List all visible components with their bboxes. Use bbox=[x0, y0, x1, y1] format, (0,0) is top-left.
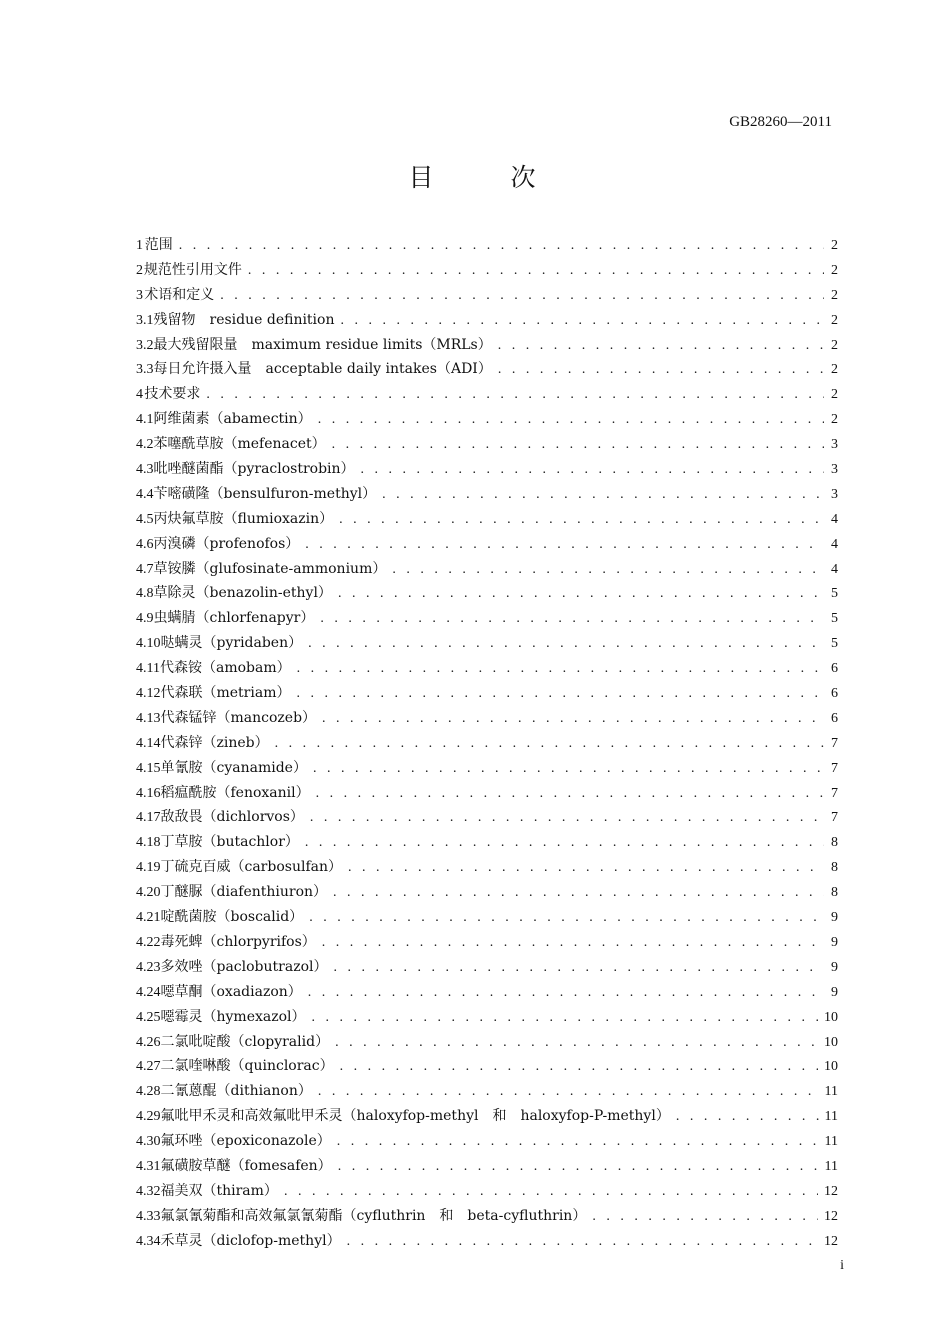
toc-entry-number: 4.33 bbox=[136, 1208, 161, 1224]
dot-leader bbox=[220, 288, 824, 304]
toc-entry-number: 4.27 bbox=[136, 1059, 161, 1075]
toc-entry-title: 虫螨腈（chlorfenapyr） bbox=[153, 610, 315, 627]
toc-entry[interactable] bbox=[136, 582, 838, 607]
toc-entry-page: 2 bbox=[831, 238, 838, 253]
dot-leader bbox=[498, 362, 824, 378]
toc-entry-number: 4.30 bbox=[136, 1134, 161, 1150]
toc-entry[interactable] bbox=[136, 1230, 838, 1255]
toc-entry-page: 5 bbox=[831, 611, 838, 627]
toc-entry-number: 3.3 bbox=[136, 362, 154, 378]
toc-entry-page: 2 bbox=[831, 262, 838, 278]
toc-entry-title: 代森锌（zineb） bbox=[160, 734, 269, 751]
toc-entry-page: 11 bbox=[824, 1158, 838, 1174]
toc-entry-number: 4.31 bbox=[136, 1158, 161, 1174]
toc-entry-number: 4.26 bbox=[136, 1034, 161, 1050]
toc-entry[interactable] bbox=[136, 1031, 838, 1056]
dot-leader bbox=[676, 1109, 819, 1125]
toc-entry[interactable] bbox=[136, 831, 838, 856]
toc-entry-title: 二氯喹啉酸（quinclorac） bbox=[160, 1058, 334, 1075]
toc-entry[interactable] bbox=[136, 1205, 838, 1230]
dot-leader bbox=[338, 586, 824, 602]
toc-entry-page: 2 bbox=[831, 387, 838, 403]
toc-entry-page: 10 bbox=[824, 1009, 838, 1025]
toc-entry-title: 氟氯氰菊酯和高效氟氯氰菊酯（cyfluthrin 和 beta-cyfluthrin） bbox=[160, 1207, 587, 1224]
toc-entry-page: 3 bbox=[831, 437, 838, 453]
toc-entry-title: 啶酰菌胺（boscalid） bbox=[160, 909, 304, 926]
dot-leader bbox=[322, 711, 824, 727]
toc-entry-page: 8 bbox=[831, 835, 838, 851]
toc-entry-page: 4 bbox=[831, 511, 838, 527]
dot-leader bbox=[332, 437, 824, 453]
toc-entry-title: 最大残留限量 maximum residue limits（MRLs） bbox=[153, 336, 492, 353]
toc-entry-page: 12 bbox=[824, 1208, 838, 1224]
toc-entry-page: 2 bbox=[831, 412, 838, 428]
toc-entry-title: 二氰蒽醌（dithianon） bbox=[160, 1083, 312, 1100]
dot-leader bbox=[339, 512, 824, 528]
dot-leader bbox=[322, 935, 824, 951]
toc-entry-page: 6 bbox=[831, 686, 838, 702]
toc-entry-title: 术语和定义 bbox=[144, 286, 215, 303]
toc-entry-number: 4.5 bbox=[136, 511, 154, 527]
dot-leader bbox=[347, 1234, 818, 1250]
toc-entry-title: 草除灵（benazolin-ethyl） bbox=[153, 585, 332, 602]
toc-entry-title: 氟吡甲禾灵和高效氟吡甲禾灵（haloxyfop-methyl 和 haloxyfop-P-methyl） bbox=[160, 1108, 670, 1125]
toc-entry-number: 4.2 bbox=[136, 437, 154, 453]
toc-entry-number: 4.34 bbox=[136, 1233, 161, 1249]
dot-leader bbox=[284, 1184, 818, 1200]
toc-entry-title: 丁醚脲（diafenthiuron） bbox=[160, 884, 328, 901]
toc-entry-number: 4.24 bbox=[136, 984, 161, 1000]
dot-leader bbox=[335, 1035, 818, 1051]
toc-entry-page: 10 bbox=[824, 1059, 838, 1075]
toc-entry[interactable] bbox=[136, 1155, 838, 1180]
toc-entry[interactable] bbox=[136, 732, 838, 757]
toc-entry[interactable] bbox=[136, 906, 838, 931]
toc-entry-number: 4.3 bbox=[136, 462, 154, 478]
dot-leader bbox=[318, 1084, 819, 1100]
toc-entry-number: 4.19 bbox=[136, 860, 161, 876]
toc-entry-title: 多效唑（paclobutrazol） bbox=[160, 958, 328, 975]
toc-entry-title: 毒死蜱（chlorpyrifos） bbox=[160, 933, 316, 950]
dot-leader bbox=[248, 263, 824, 279]
toc-entry-title: 规范性引用文件 bbox=[143, 261, 242, 278]
toc-entry[interactable] bbox=[136, 956, 838, 981]
toc-entry[interactable] bbox=[136, 383, 838, 408]
dot-leader bbox=[305, 537, 824, 553]
toc-entry-page: 7 bbox=[831, 785, 838, 801]
toc-entry-title: 氟磺胺草醚（fomesafen） bbox=[160, 1157, 332, 1174]
toc-entry-page: 2 bbox=[831, 362, 838, 378]
dot-leader bbox=[340, 313, 824, 329]
toc-entry-number: 4.6 bbox=[136, 536, 154, 552]
toc-entry[interactable] bbox=[136, 1130, 838, 1155]
toc-entry[interactable] bbox=[136, 358, 838, 383]
toc-entry[interactable] bbox=[136, 856, 838, 881]
toc-entry-number: 4.8 bbox=[136, 586, 154, 602]
toc-entry-number: 4.22 bbox=[136, 934, 161, 950]
dot-leader bbox=[348, 860, 824, 876]
dot-leader bbox=[333, 885, 824, 901]
toc-entry[interactable] bbox=[136, 558, 838, 583]
toc-entry[interactable] bbox=[136, 259, 838, 284]
toc-entry-title: 残留物 residue definition bbox=[153, 311, 335, 328]
dot-leader bbox=[498, 338, 824, 354]
toc-entry-title: 苯噻酰草胺（mefenacet） bbox=[153, 436, 326, 453]
toc-entry-number: 4.25 bbox=[136, 1009, 161, 1025]
toc-entry-number: 4.7 bbox=[136, 561, 154, 577]
toc-entry-page: 12 bbox=[824, 1233, 838, 1249]
dot-leader bbox=[382, 487, 824, 503]
dot-leader bbox=[310, 810, 824, 826]
dot-leader bbox=[320, 611, 824, 627]
page-number: i bbox=[840, 1258, 844, 1273]
toc-entry[interactable] bbox=[136, 458, 838, 483]
standard-code: GB28260—2011 bbox=[729, 114, 832, 130]
dot-leader bbox=[313, 761, 824, 777]
table-of-contents bbox=[136, 234, 838, 1255]
toc-entry-title: 敌敌畏（dichlorvos） bbox=[160, 809, 304, 826]
toc-entry-title: 每日允许摄入量 acceptable daily intakes（ADI） bbox=[153, 361, 492, 378]
dot-leader bbox=[297, 661, 824, 677]
toc-entry-title: 二氯吡啶酸（clopyralid） bbox=[160, 1033, 330, 1050]
toc-entry-page: 7 bbox=[831, 810, 838, 826]
toc-entry-number: 3.2 bbox=[136, 337, 154, 353]
toc-entry[interactable] bbox=[136, 782, 838, 807]
toc-entry[interactable] bbox=[136, 309, 838, 334]
toc-entry-page: 12 bbox=[824, 1183, 838, 1199]
toc-entry-title: 丁硫克百威（carbosulfan） bbox=[160, 859, 342, 876]
toc-entry[interactable] bbox=[136, 657, 838, 682]
toc-entry[interactable] bbox=[136, 234, 838, 259]
toc-entry-page: 9 bbox=[831, 984, 838, 1000]
toc-entry[interactable] bbox=[136, 1006, 838, 1031]
dot-leader bbox=[340, 1059, 818, 1075]
toc-entry[interactable] bbox=[136, 508, 838, 533]
toc-entry-page: 11 bbox=[824, 1134, 838, 1150]
dot-leader bbox=[361, 462, 824, 478]
dot-leader bbox=[312, 1010, 818, 1026]
toc-entry-number: 4.23 bbox=[136, 959, 161, 975]
toc-entry-number: 4.15 bbox=[136, 760, 161, 776]
toc-entry-page: 4 bbox=[831, 561, 838, 577]
toc-entry[interactable] bbox=[136, 1055, 838, 1080]
dot-leader bbox=[296, 686, 824, 702]
toc-entry-number: 3.1 bbox=[136, 312, 154, 328]
toc-entry[interactable] bbox=[136, 483, 838, 508]
toc-entry-number: 4.29 bbox=[136, 1109, 161, 1125]
page-title: 目 次 bbox=[408, 163, 562, 192]
toc-entry-number: 4.28 bbox=[136, 1084, 161, 1100]
toc-entry[interactable] bbox=[136, 533, 838, 558]
toc-entry-title: 单氰胺（cyanamide） bbox=[160, 759, 307, 776]
toc-entry-number: 3 bbox=[136, 287, 143, 303]
toc-entry-title: 丙炔氟草胺（flumioxazin） bbox=[153, 510, 334, 527]
toc-entry[interactable] bbox=[136, 682, 838, 707]
toc-entry[interactable] bbox=[136, 931, 838, 956]
toc-entry-number: 4.12 bbox=[136, 686, 161, 702]
toc-entry-number: 4.20 bbox=[136, 885, 161, 901]
toc-entry-title: 氟环唑（epoxiconazole） bbox=[160, 1133, 331, 1150]
dot-leader bbox=[206, 387, 824, 403]
dot-leader bbox=[592, 1209, 818, 1225]
toc-entry-title: 稻瘟酰胺（fenoxanil） bbox=[160, 784, 310, 801]
toc-entry-page: 2 bbox=[831, 337, 838, 353]
toc-entry-number: 4.16 bbox=[136, 785, 161, 801]
toc-entry-title: 禾草灵（diclofop-methyl） bbox=[160, 1232, 341, 1249]
toc-entry-title: 技术要求 bbox=[144, 386, 201, 403]
toc-entry[interactable] bbox=[136, 1180, 838, 1205]
dot-leader bbox=[275, 736, 824, 752]
toc-entry-page: 2 bbox=[831, 287, 838, 303]
toc-entry-page: 5 bbox=[831, 586, 838, 602]
toc-entry[interactable] bbox=[136, 881, 838, 906]
toc-entry-number: 4.11 bbox=[136, 661, 160, 677]
dot-leader bbox=[309, 910, 824, 926]
toc-entry[interactable] bbox=[136, 757, 838, 782]
toc-entry-page: 9 bbox=[831, 959, 838, 975]
toc-entry-title: 草铵膦（glufosinate-ammonium） bbox=[153, 560, 387, 577]
toc-entry[interactable] bbox=[136, 433, 838, 458]
toc-entry-title: 苄嘧磺隆（bensulfuron-methyl） bbox=[153, 485, 377, 502]
toc-entry-number: 2 bbox=[136, 262, 143, 278]
toc-entry-page: 3 bbox=[831, 486, 838, 502]
toc-entry-title: 代森锰锌（mancozeb） bbox=[160, 709, 317, 726]
toc-entry-number: 4.1 bbox=[136, 412, 154, 428]
toc-entry-title: 吡唑醚菌酯（pyraclostrobin） bbox=[153, 461, 355, 478]
toc-entry-number: 4.18 bbox=[136, 835, 161, 851]
dot-leader bbox=[179, 238, 824, 254]
toc-entry[interactable] bbox=[136, 607, 838, 632]
toc-entry-page: 5 bbox=[831, 636, 838, 652]
dot-leader bbox=[308, 636, 824, 652]
toc-entry-page: 3 bbox=[831, 462, 838, 478]
toc-entry[interactable] bbox=[136, 334, 838, 359]
toc-entry-number: 4.4 bbox=[136, 486, 154, 502]
dot-leader bbox=[337, 1134, 819, 1150]
toc-entry-page: 4 bbox=[831, 536, 838, 552]
toc-entry-page: 10 bbox=[824, 1034, 838, 1050]
dot-leader bbox=[305, 835, 824, 851]
toc-entry-title: 代森联（metriam） bbox=[160, 685, 291, 702]
toc-entry-number: 4.13 bbox=[136, 710, 161, 726]
toc-entry-page: 8 bbox=[831, 860, 838, 876]
toc-entry-page: 6 bbox=[831, 661, 838, 677]
toc-entry[interactable] bbox=[136, 1105, 838, 1130]
toc-entry-page: 7 bbox=[831, 735, 838, 751]
toc-entry-title: 丙溴磷（profenofos） bbox=[153, 535, 300, 552]
toc-entry-title: 噁草酮（oxadiazon） bbox=[160, 983, 302, 1000]
toc-entry[interactable] bbox=[136, 408, 838, 433]
toc-entry[interactable] bbox=[136, 707, 838, 732]
toc-entry-page: 6 bbox=[831, 710, 838, 726]
toc-entry-title: 哒螨灵（pyridaben） bbox=[160, 635, 303, 652]
dot-leader bbox=[308, 985, 824, 1001]
dot-leader bbox=[333, 960, 824, 976]
toc-entry-page: 8 bbox=[831, 885, 838, 901]
toc-entry-page: 2 bbox=[831, 312, 838, 328]
toc-entry-number: 4.10 bbox=[136, 636, 161, 652]
toc-entry[interactable] bbox=[136, 632, 838, 657]
dot-leader bbox=[338, 1159, 819, 1175]
toc-entry-title: 丁草胺（butachlor） bbox=[160, 834, 299, 851]
toc-entry-title: 福美双（thiram） bbox=[160, 1182, 278, 1199]
toc-entry-title: 噁霉灵（hymexazol） bbox=[160, 1008, 306, 1025]
toc-entry-number: 4.14 bbox=[136, 735, 161, 751]
toc-entry-page: 7 bbox=[831, 760, 838, 776]
toc-entry[interactable] bbox=[136, 1080, 838, 1105]
toc-entry-title: 范围 bbox=[144, 237, 173, 253]
toc-entry-title: 阿维菌素（abamectin） bbox=[153, 411, 312, 428]
dot-leader bbox=[392, 562, 824, 578]
toc-entry-page: 11 bbox=[824, 1084, 838, 1100]
toc-entry-number: 4.21 bbox=[136, 910, 161, 926]
toc-entry-page: 11 bbox=[824, 1109, 838, 1125]
dot-leader bbox=[318, 412, 824, 428]
toc-entry-page: 9 bbox=[831, 934, 838, 950]
toc-entry[interactable] bbox=[136, 284, 838, 309]
toc-entry[interactable] bbox=[136, 981, 838, 1006]
toc-entry-page: 9 bbox=[831, 910, 838, 926]
toc-entry-number: 4.17 bbox=[136, 810, 161, 826]
toc-entry-number: 1 bbox=[136, 238, 143, 253]
toc-entry-number: 4.9 bbox=[136, 611, 154, 627]
toc-entry-title: 代森铵（amobam） bbox=[159, 660, 291, 677]
toc-entry[interactable] bbox=[136, 806, 838, 831]
dot-leader bbox=[316, 786, 824, 802]
toc-entry-number: 4.32 bbox=[136, 1183, 161, 1199]
toc-entry-number: 4 bbox=[136, 387, 143, 403]
